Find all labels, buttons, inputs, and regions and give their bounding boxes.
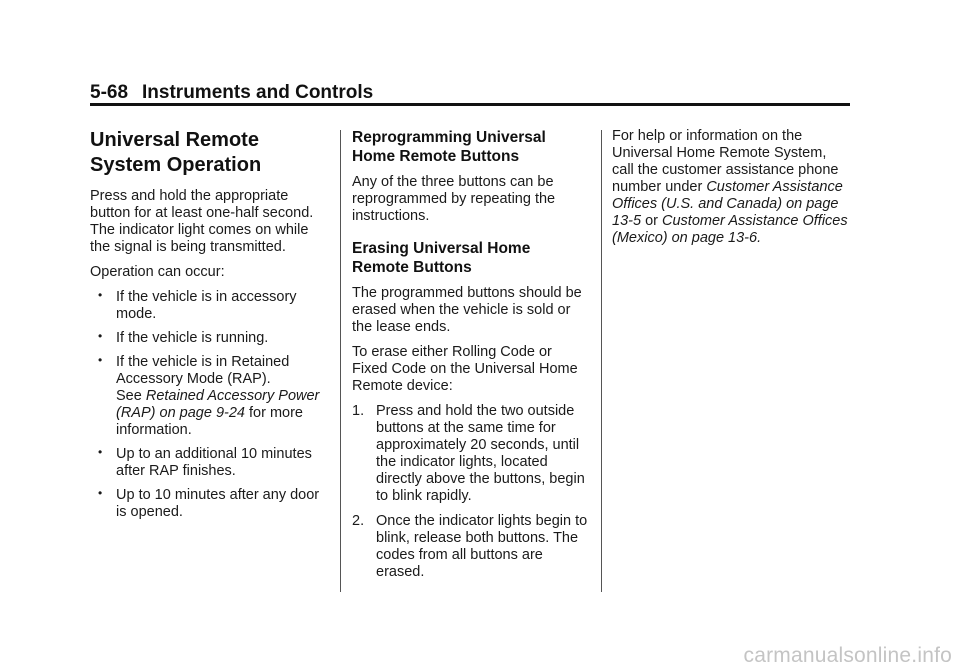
erase-steps-list bbox=[352, 403, 590, 581]
step-text: Once the indicator lights begin to blink, release both buttons. The codes from all buttons are erased. bbox=[376, 513, 588, 580]
paragraph-help bbox=[612, 128, 852, 247]
step-number: 2. bbox=[352, 513, 365, 529]
list-item bbox=[90, 446, 330, 480]
list-item bbox=[352, 513, 590, 581]
list-item-text: If the vehicle is running. bbox=[116, 330, 269, 346]
list-item-text: Up to 10 minutes after any door is opened. bbox=[116, 487, 320, 520]
header-rule bbox=[90, 103, 850, 106]
column-divider-2 bbox=[601, 130, 602, 592]
bullet-icon: • bbox=[98, 486, 103, 500]
column-divider-1 bbox=[340, 130, 341, 592]
bullet-icon: • bbox=[98, 353, 103, 367]
bullet-icon: • bbox=[98, 288, 103, 302]
column-1 bbox=[90, 128, 330, 528]
list-item bbox=[90, 354, 330, 439]
page-header bbox=[90, 82, 373, 104]
paragraph-press-hold: Press and hold the appropriate button for at least one-half second. The indicator light comes on while the signal is being transmitted. bbox=[90, 188, 314, 255]
section-heading-reprogramming: Reprogramming Universal Home Remote Buttons bbox=[352, 129, 546, 165]
paragraph-reprogramming: Any of the three buttons can be reprogrammed by repeating the instructions. bbox=[352, 174, 556, 224]
us-canada-offices-link[interactable]: Customer Assistance Offices (U.S. and Canada) on page 13-5 bbox=[612, 179, 843, 229]
bullet-icon: • bbox=[98, 445, 103, 459]
list-item-text: If the vehicle is in Retained Accessory Mode (RAP). bbox=[116, 354, 290, 387]
step-text: Press and hold the two outside buttons at the same time for approximately 20 seconds, until the indicator lights, located directly above the buttons, begin to blink rapidly. bbox=[376, 403, 585, 504]
section-heading-operation: Universal Remote System Operation bbox=[90, 129, 262, 176]
mexico-offices-link[interactable]: Customer Assistance Offices (Mexico) on page 13-6. bbox=[612, 213, 848, 246]
paragraph-operation-can-occur: Operation can occur: bbox=[90, 264, 225, 280]
list-item bbox=[90, 289, 330, 323]
list-item bbox=[90, 487, 330, 521]
rap-page-link[interactable]: Retained Accessory Power (RAP) on page 9-24 bbox=[116, 388, 320, 421]
section-title: Instruments and Controls bbox=[142, 82, 374, 103]
column-2 bbox=[352, 128, 590, 589]
step-number: 1. bbox=[352, 403, 365, 419]
column-3 bbox=[612, 128, 852, 255]
paragraph-to-erase: To erase either Rolling Code or Fixed Code on the Universal Home Remote device: bbox=[352, 344, 578, 394]
list-item bbox=[352, 403, 590, 505]
see-label: See bbox=[116, 388, 142, 404]
page-number: 5-68 bbox=[90, 82, 129, 103]
list-item-tail: for more information. bbox=[116, 405, 303, 438]
help-text: For help or information on the Universal Home Remote System, call the customer assistance phone number under bbox=[612, 128, 839, 195]
operation-conditions-list bbox=[90, 289, 330, 521]
bullet-icon: • bbox=[98, 329, 103, 343]
list-item-text: If the vehicle is in accessory mode. bbox=[116, 289, 297, 322]
or-text: or bbox=[645, 213, 658, 229]
watermark: carmanualsonline.info bbox=[743, 644, 952, 667]
section-heading-erasing: Erasing Universal Home Remote Buttons bbox=[352, 240, 531, 276]
paragraph-erase-when: The programmed buttons should be erased when the vehicle is sold or the lease ends. bbox=[352, 285, 582, 335]
list-item bbox=[90, 330, 330, 347]
list-item-text: Up to an additional 10 minutes after RAP finishes. bbox=[116, 446, 312, 479]
